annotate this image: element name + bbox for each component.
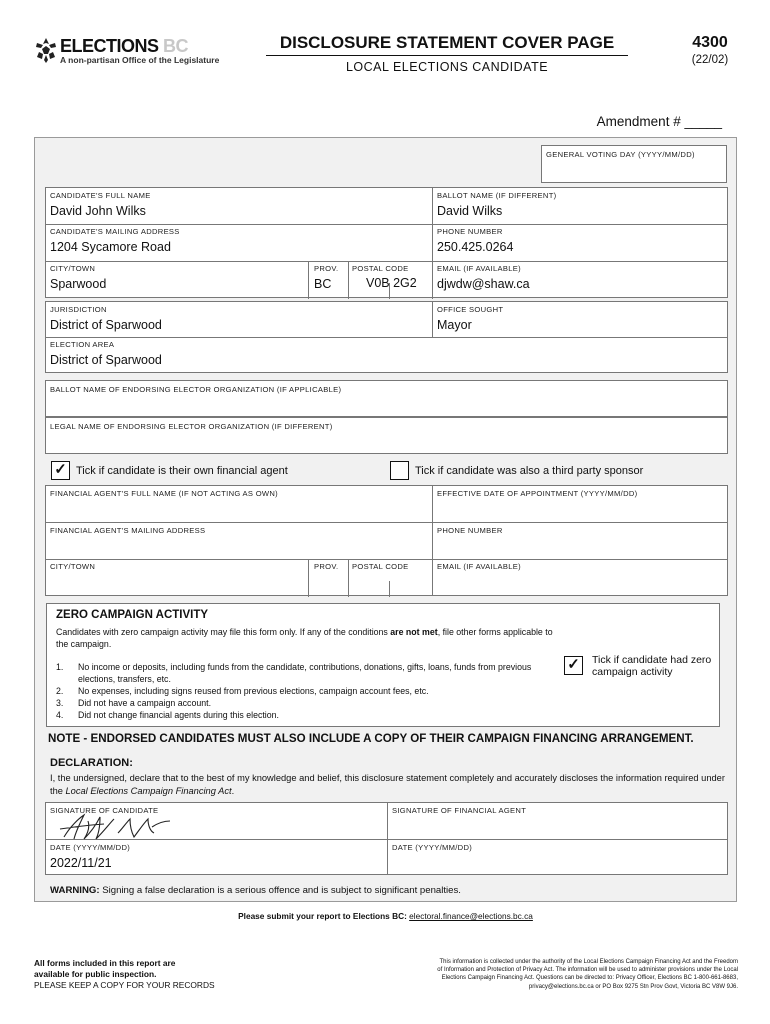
- third-party-checkbox[interactable]: [390, 461, 409, 480]
- footer-privacy-notice: This information is collected under the authority of the Local Elections Campaign Financing Act and the Freedom of Information and Protection of Privacy Act. The information will be used to administer provisions under the Local Elections Campaign Financing Act. Questions can be directed to: Privacy Officer, Elections BC 1-800-661-8683, privacy@elections.bc.ca or PO Box 9275 Stn Prov Govt, Victoria BC V8W 9J6.: [437, 959, 738, 990]
- agent-signature-label: SIGNATURE OF FINANCIAL AGENT: [392, 806, 527, 815]
- prov-label: PROV.: [314, 264, 339, 273]
- financial-agent-section: [45, 485, 728, 596]
- voting-day-label: GENERAL VOTING DAY (YYYY/MM/DD): [546, 150, 695, 159]
- agent-email-label: EMAIL (IF AVAILABLE): [437, 562, 521, 571]
- office-field[interactable]: Mayor: [437, 318, 472, 332]
- list-item: 2. No expenses, including signs reused from previous elections, campaign account fees, etc.: [56, 686, 429, 696]
- endorsement-note: NOTE - ENDORSED CANDIDATES MUST ALSO INCLUDE A COPY OF THEIR CAMPAIGN FINANCING ARRANGEMENT.: [48, 732, 694, 745]
- own-agent-checkbox[interactable]: ✓: [51, 461, 70, 480]
- org-ballot-label: BALLOT NAME OF ENDORSING ELECTOR ORGANIZATION (IF APPLICABLE): [50, 385, 342, 394]
- logo-subtitle: A non-partisan Office of the Legislature: [60, 55, 220, 65]
- footer-left: All forms included in this report are available for public inspection. PLEASE KEEP A COPY FOR YOUR RECORDS: [34, 958, 215, 990]
- postal-label: POSTAL CODE: [352, 264, 409, 273]
- zero-campaign-intro: Candidates with zero campaign activity may file this form only. If any of the conditions are not met, file other forms applicable to the campaign.: [56, 627, 553, 649]
- city-field[interactable]: Sparwood: [50, 277, 107, 291]
- list-item: 4. Did not change financial agents during this election.: [56, 710, 279, 720]
- agent-city-label: CITY/TOWN: [50, 562, 96, 571]
- own-agent-label: Tick if candidate is their own financial agent: [76, 465, 288, 477]
- candidate-signature-label: SIGNATURE OF CANDIDATE: [50, 806, 159, 815]
- voting-day-field[interactable]: [541, 145, 727, 183]
- mailing-address-field[interactable]: 1204 Sycamore Road: [50, 240, 171, 254]
- candidate-name-label: CANDIDATE'S FULL NAME: [50, 191, 151, 200]
- agent-date-label: EFFECTIVE DATE OF APPOINTMENT (YYYY/MM/DD): [437, 489, 638, 498]
- email-label: EMAIL (IF AVAILABLE): [437, 264, 521, 273]
- candidate-signature-image[interactable]: [54, 809, 174, 843]
- form-version: (22/02): [691, 54, 729, 66]
- ballot-name-field[interactable]: David Wilks: [437, 204, 503, 218]
- list-item: 3. Did not have a campaign account.: [56, 698, 212, 708]
- candidate-date-field[interactable]: 2022/11/21: [50, 856, 112, 870]
- form-number: 4300: [692, 34, 728, 51]
- submit-email-link[interactable]: electoral.finance@elections.bc.ca: [409, 911, 533, 921]
- agent-mailing-label: FINANCIAL AGENT'S MAILING ADDRESS: [50, 526, 206, 535]
- postal-field[interactable]: V0B 2G2: [366, 276, 417, 290]
- form-title: DISCLOSURE STATEMENT COVER PAGE: [266, 33, 628, 56]
- zero-activity-label: Tick if candidate had zero campaign activity: [592, 654, 712, 678]
- organization-ballot-field[interactable]: [45, 380, 728, 417]
- org-legal-label: LEGAL NAME OF ENDORSING ELECTOR ORGANIZATION (IF DIFFERENT): [50, 422, 333, 431]
- organization-legal-field[interactable]: [45, 417, 728, 454]
- candidate-name-field[interactable]: David John Wilks: [50, 204, 146, 218]
- declaration-text: I, the undersigned, declare that to the best of my knowledge and belief, this disclosure statement completely and accurately discloses the information required under the Local Elections Campaign Financing Act.: [50, 773, 725, 796]
- amendment-field[interactable]: Amendment # _____: [596, 114, 722, 129]
- agent-phone-label: PHONE NUMBER: [437, 526, 503, 535]
- city-label: CITY/TOWN: [50, 264, 96, 273]
- list-item: 1. No income or deposits, including funds from the candidate, contributions, donations, gifts, loans, funds from previous elections, transfers, etc.: [56, 662, 532, 684]
- submit-instructions: Please submit your report to Elections BC: electoral.finance@elections.bc.ca: [238, 911, 533, 921]
- ballot-name-label: BALLOT NAME (IF DIFFERENT): [437, 191, 557, 200]
- phone-field[interactable]: 250.425.0264: [437, 240, 514, 254]
- agent-prov-label: PROV.: [314, 562, 339, 571]
- election-area-field[interactable]: District of Sparwood: [50, 353, 162, 367]
- logo-text: ELECTIONS BC: [60, 36, 189, 56]
- logo-mark-icon: [34, 36, 58, 64]
- form-subtitle: LOCAL ELECTIONS CANDIDATE: [345, 60, 549, 74]
- zero-campaign-title: ZERO CAMPAIGN ACTIVITY: [56, 609, 209, 621]
- zero-campaign-section: [46, 603, 720, 727]
- agent-name-label: FINANCIAL AGENT'S FULL NAME (IF NOT ACTING AS OWN): [50, 489, 278, 498]
- elections-bc-logo: [34, 36, 234, 72]
- jurisdiction-section: [45, 301, 728, 373]
- jurisdiction-field[interactable]: District of Sparwood: [50, 318, 162, 332]
- prov-field[interactable]: BC: [314, 277, 332, 291]
- warning-text: WARNING: Signing a false declaration is a serious offence and is subject to significant penalties.: [50, 885, 461, 896]
- office-label: OFFICE SOUGHT: [437, 305, 504, 314]
- zero-conditions-list: [56, 661, 556, 721]
- mailing-address-label: CANDIDATE'S MAILING ADDRESS: [50, 227, 180, 236]
- email-field[interactable]: djwdw@shaw.ca: [437, 277, 530, 291]
- candidate-info-section: [45, 187, 728, 298]
- phone-label: PHONE NUMBER: [437, 227, 503, 236]
- agent-date-label: DATE (YYYY/MM/DD): [392, 843, 473, 852]
- agent-postal-label: POSTAL CODE: [352, 562, 409, 571]
- jurisdiction-label: JURISDICTION: [50, 305, 107, 314]
- zero-activity-checkbox[interactable]: ✓: [564, 656, 583, 675]
- candidate-date-label: DATE (YYYY/MM/DD): [50, 843, 131, 852]
- third-party-label: Tick if candidate was also a third party sponsor: [415, 465, 644, 477]
- election-area-label: ELECTION AREA: [50, 340, 115, 349]
- declaration-title: DECLARATION:: [50, 757, 133, 769]
- signature-section: [45, 802, 728, 875]
